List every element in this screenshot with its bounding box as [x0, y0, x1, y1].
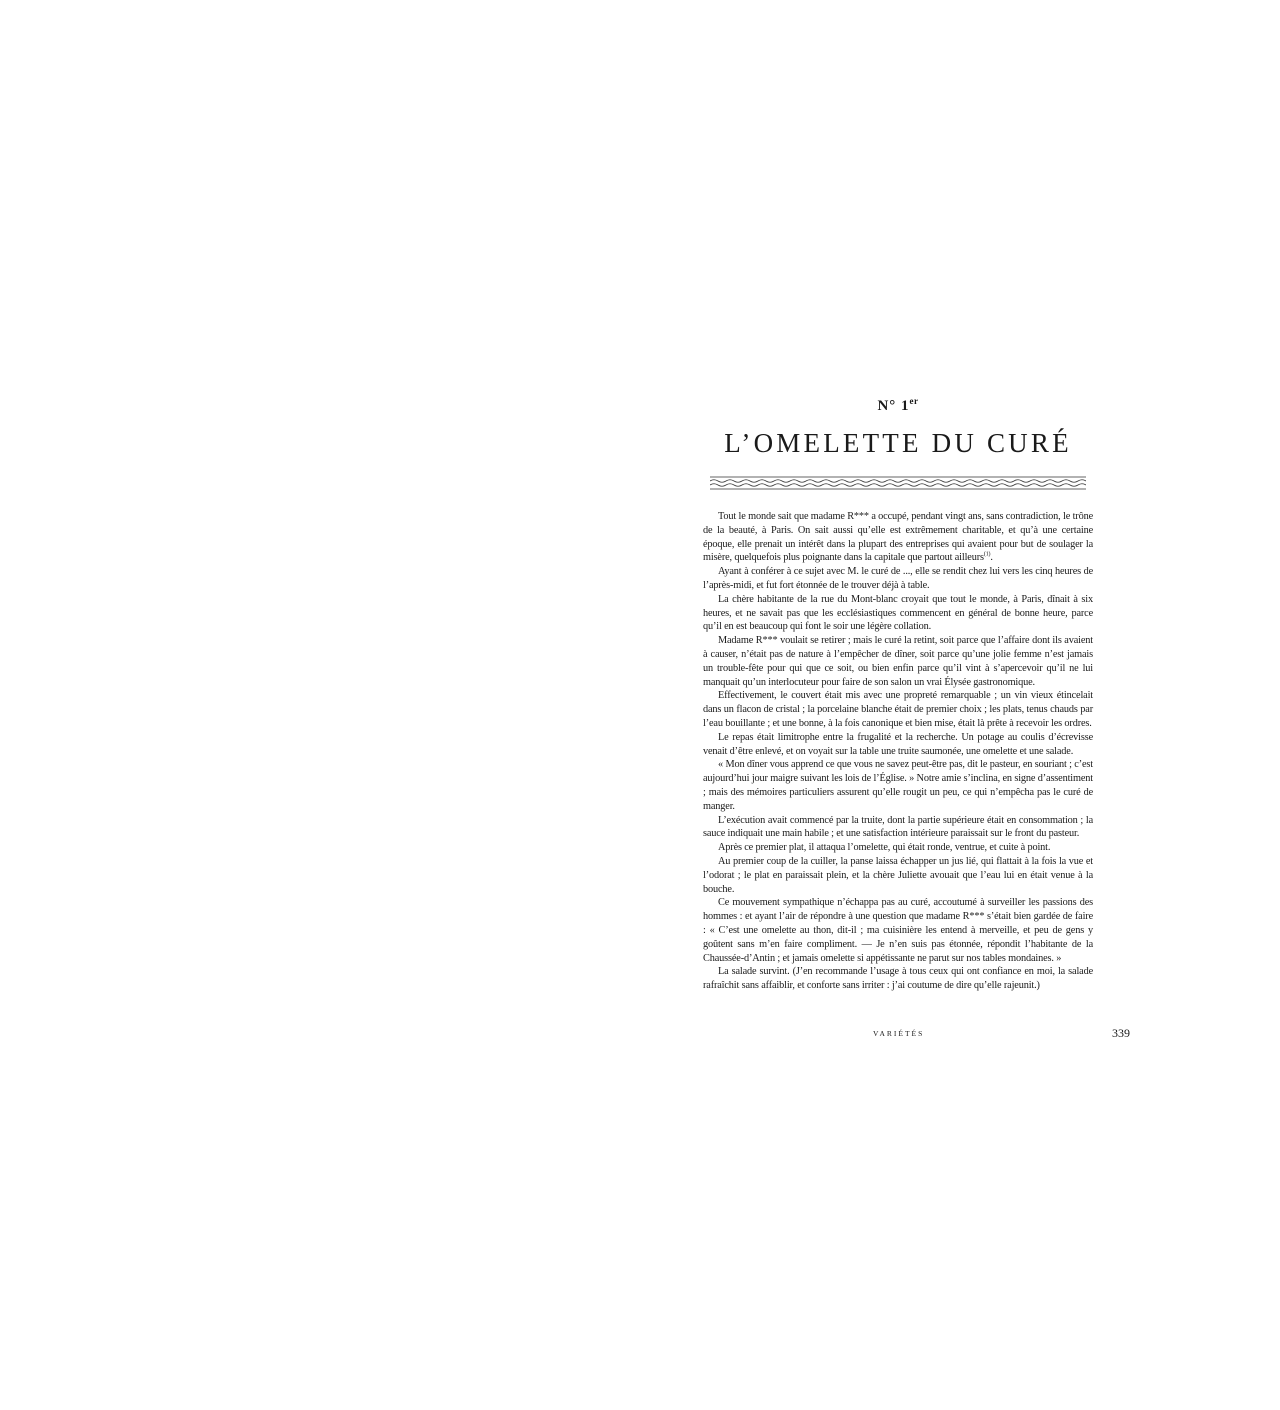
right-page	[703, 390, 1093, 993]
page-footer	[703, 1026, 1130, 1042]
footnote-reference: (1)	[983, 551, 991, 558]
chapter-title: L’OMELETTE DU CURÉ	[724, 428, 1072, 458]
page-number: 339	[1112, 1026, 1130, 1040]
paragraph: Madame R*** voulait se retirer ; mais le curé la retint, soit parce que l’affaire dont ils avaient à causer, n’était pas de nature à l’empêcher de dîner, soit parce qu’une jolie femme n’est jamais un trouble-fête pour qui que ce soit, ou bien enfin parce qu’il vint à s’apercevoir qu’il ne lui manquait qu’un interlocuteur pour faire de son salon un vrai Élysée gastronomique.	[703, 635, 1093, 688]
chapter-number-suffix: er	[909, 396, 919, 406]
paragraph: L’exécution avait commencé par la truite, dont la partie supérieure était en consommation ; la sauce indiquait une main habile ; et une satisfaction intérieure paraissait sur le front du pasteur.	[703, 814, 1093, 840]
paragraph: « Mon dîner vous apprend ce que vous ne savez peut-être pas, dit le pasteur, en souriant ; c’est aujourd’hui jour maigre suivant les lois de l’Église. » Notre amie s’inclina, en signe d’assentiment ; mais des mémoires particuliers assurent qu’elle rougit un peu, ce qui n’empêcha pas le curé de manger.	[703, 759, 1093, 812]
chapter-number-text: N° 1	[877, 398, 910, 414]
paragraph: La salade survint. (J’en recommande l’usage à tous ceux qui ont confiance en moi, la salade rafraîchit sans affaiblir, et conforte sans irriter : j’ai coutume de dire qu’elle rajeunit.)	[703, 966, 1093, 992]
body-text	[703, 510, 1093, 993]
wavy-rule-ornament	[710, 476, 1086, 490]
running-head: VARIÉTÉS	[873, 1029, 925, 1038]
paragraph: Après ce premier plat, il attaqua l’omelette, qui était ronde, ventrue, et cuite à point.	[718, 842, 1051, 854]
paragraph: La chère habitante de la rue du Mont-blanc croyait que tout le monde, à Paris, dînait à six heures, et ne savait pas que les ecclésiastiques commencent en général de bonne heure, parce qu’il en est beaucoup qui font le soir une légère collation.	[703, 593, 1093, 633]
paragraph: Ayant à conférer à ce sujet avec M. le curé de ..., elle se rendit chez lui vers les cinq heures de l’après-midi, et fut fort étonnée de le trouver déjà à table.	[703, 566, 1093, 591]
paragraph-text: Tout le monde sait que madame R*** a occupé, pendant vingt ans, sans contradiction, le trône de la beauté, à Paris. On sait aussi qu’elle est extrêmement charitable, et qu’à une certaine époque, elle prenait un intérêt dans la plupart des entreprises qui avaient pour but de soulager la misère, quelquefois plus poignante dans la capitale que partout ailleurs	[703, 511, 1093, 564]
paragraph: Au premier coup de la cuiller, la panse laissa échapper un jus lié, qui flattait à la fois la vue et l’odorat ; le plat en paraissait plein, et la chère Juliette avouait que l’eau lui en était venue à la bouche.	[703, 855, 1093, 895]
paragraph: Effectivement, le couvert était mis avec une propreté remarquable ; un vin vieux étincelait dans un flacon de cristal ; la porcelaine blanche était de premier choix ; les plats, tenus chauds par l’eau bouillante ; et une bonne, à la fois canonique et bien mise, était là prête à recevoir les ordres.	[703, 690, 1093, 729]
paragraph: Tout le monde sait que madame R*** a occupé, pendant vingt ans, sans contradiction, le trône de la beauté, à Paris. On sait aussi qu’elle est extrêmement charitable, et qu’à une certaine époque, elle prenait un intérêt dans la plupart des entreprises qui avaient pour but de soulager la misère, quelquefois plus poignante dans la capitale que partout ailleurs$^{(1)}$.	[703, 511, 1093, 564]
chapter-number	[703, 390, 1093, 412]
paragraph: Le repas était limitrophe entre la frugalité et la recherche. Un potage au coulis d’écrevisse venait d’être enlevé, et on voyait sur la table une truite saumonée, une omelette et une salade.	[703, 731, 1093, 757]
paragraph: Ce mouvement sympathique n’échappa pas au curé, accoutumé à surveiller les passions des hommes : et ayant l’air de répondre à une question que madame R*** s’était bien gardée de faire : « C’est une omelette au thon, dit-il ; ma cuisinière les entend à merveille, et peu de gens y goûtent sans m’en faire compliment. — Je n’en suis pas étonnée, répondit l’habitante de la Chaussée-d’Antin ; et jamais omelette si appétissante ne parut sur nos tables mondaines. »	[703, 897, 1093, 964]
